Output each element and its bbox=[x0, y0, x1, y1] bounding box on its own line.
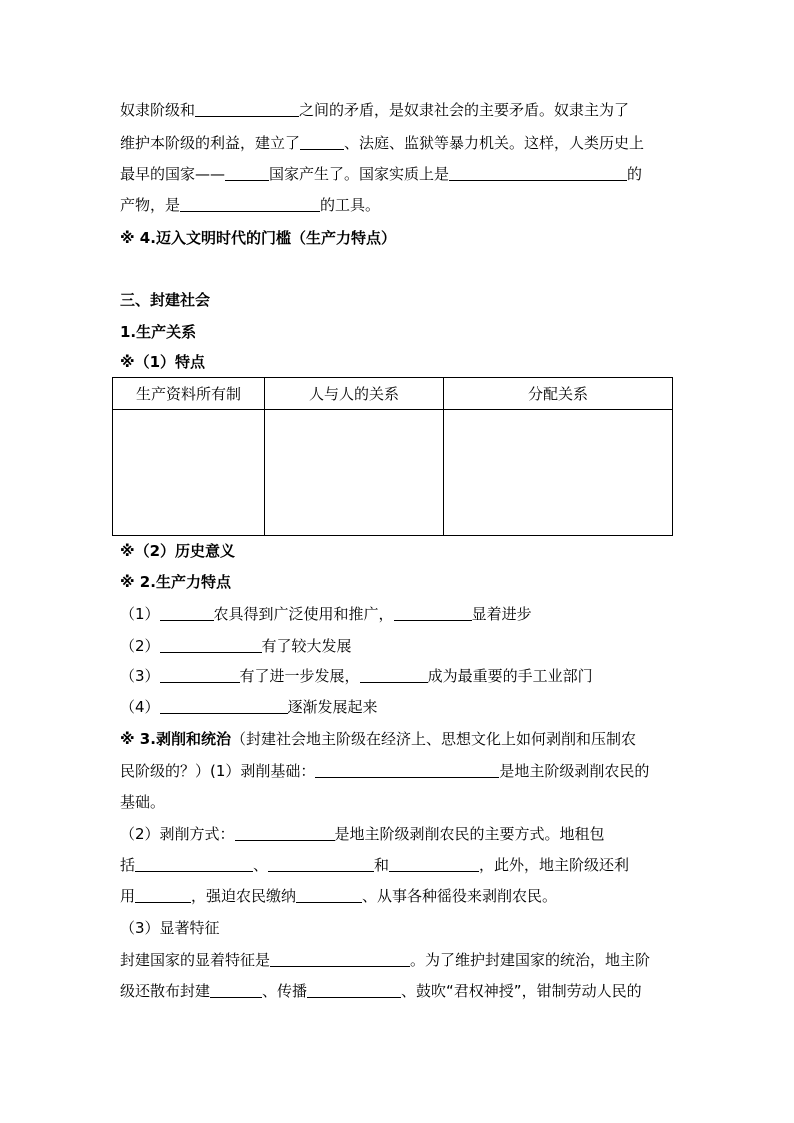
heading-significance: ※（2）历史意义 bbox=[120, 542, 236, 560]
fill-blank[interactable] bbox=[135, 856, 253, 872]
fill-blank[interactable] bbox=[296, 887, 362, 903]
heading-productivity: ※ 2.生产力特点 bbox=[120, 573, 231, 591]
text-line: 奴隶阶级和 之间的矛盾，是奴隶社会的主要矛盾。奴隶主为了 bbox=[120, 101, 630, 119]
heading-threshold: ※ 4.迈入文明时代的门槛（生产力特点） bbox=[120, 229, 396, 247]
fill-blank[interactable] bbox=[389, 856, 479, 872]
text-line: 用 ，强迫农民缴纳 、从事各种徭役来剥削农民。 bbox=[120, 887, 558, 905]
features-table bbox=[112, 377, 673, 536]
table-cell-distribution[interactable] bbox=[444, 410, 673, 536]
fill-blank[interactable] bbox=[449, 165, 627, 181]
text-line: （2）剥削方式： 是地主阶级剥削农民的主要方式。地租包 bbox=[120, 825, 605, 843]
fill-blank[interactable] bbox=[315, 762, 499, 778]
table-cell-relations[interactable] bbox=[265, 410, 444, 536]
text-line: 级还散布封建 、传播 、鼓吹“君权神授”，钳制劳动人民的 bbox=[120, 982, 642, 1000]
list-item: （3） 有了进一步发展， 成为最重要的手工业部门 bbox=[120, 667, 593, 685]
fill-blank[interactable] bbox=[195, 101, 299, 117]
fill-blank[interactable] bbox=[160, 637, 262, 653]
list-item: （4） 逐渐发展起来 bbox=[120, 698, 378, 716]
fill-blank[interactable] bbox=[225, 165, 269, 181]
fill-blank[interactable] bbox=[360, 667, 428, 683]
heading-features: ※（1）特点 bbox=[120, 353, 206, 371]
table-cell-ownership[interactable] bbox=[113, 410, 265, 536]
fill-blank[interactable] bbox=[160, 605, 214, 621]
text-line: 维护本阶级的利益，建立了 、法庭、监狱等暴力机关。这样，人类历史上 bbox=[120, 134, 645, 152]
text-line: 产物，是 的工具。 bbox=[120, 196, 381, 214]
text-line: 括 、 和 ，此外，地主阶级还利 bbox=[120, 856, 630, 874]
text-line: 封建国家的显着特征是 。为了维护封建国家的统治，地主阶 bbox=[120, 951, 651, 969]
fill-blank[interactable] bbox=[394, 605, 472, 621]
text-line: 民阶级的？）(1）剥削基础： 是地主阶级剥削农民的 bbox=[120, 762, 650, 780]
fill-blank[interactable] bbox=[235, 825, 335, 841]
list-item: （1） 农具得到广泛使用和推广， 显着进步 bbox=[120, 605, 532, 623]
fill-blank[interactable] bbox=[210, 982, 262, 998]
text-line: （3）显著特征 bbox=[120, 919, 220, 937]
heading-production-relations: 1.生产关系 bbox=[120, 323, 197, 341]
fill-blank[interactable] bbox=[160, 698, 288, 714]
fill-blank[interactable] bbox=[307, 982, 401, 998]
heading-exploitation: ※ 3.剥削和统治 bbox=[120, 730, 231, 748]
fill-blank[interactable] bbox=[135, 887, 191, 903]
list-item: （2） 有了较大发展 bbox=[120, 637, 352, 655]
table-header: 分配关系 bbox=[444, 378, 673, 410]
text-line: 最早的国家—— 国家产生了。国家实质上是 的 bbox=[120, 165, 643, 183]
heading-feudal-society: 三、封建社会 bbox=[120, 291, 211, 309]
fill-blank[interactable] bbox=[160, 667, 240, 683]
text-line: ※ 3.剥削和统治（封建社会地主阶级在经济上、思想文化上如何剥削和压制农 bbox=[120, 730, 636, 748]
fill-blank[interactable] bbox=[180, 196, 320, 212]
text-line: 基础。 bbox=[120, 793, 166, 811]
fill-blank[interactable] bbox=[300, 134, 344, 150]
table-header: 人与人的关系 bbox=[265, 378, 444, 410]
fill-blank[interactable] bbox=[270, 951, 410, 967]
fill-blank[interactable] bbox=[268, 856, 374, 872]
table-header: 生产资料所有制 bbox=[113, 378, 265, 410]
